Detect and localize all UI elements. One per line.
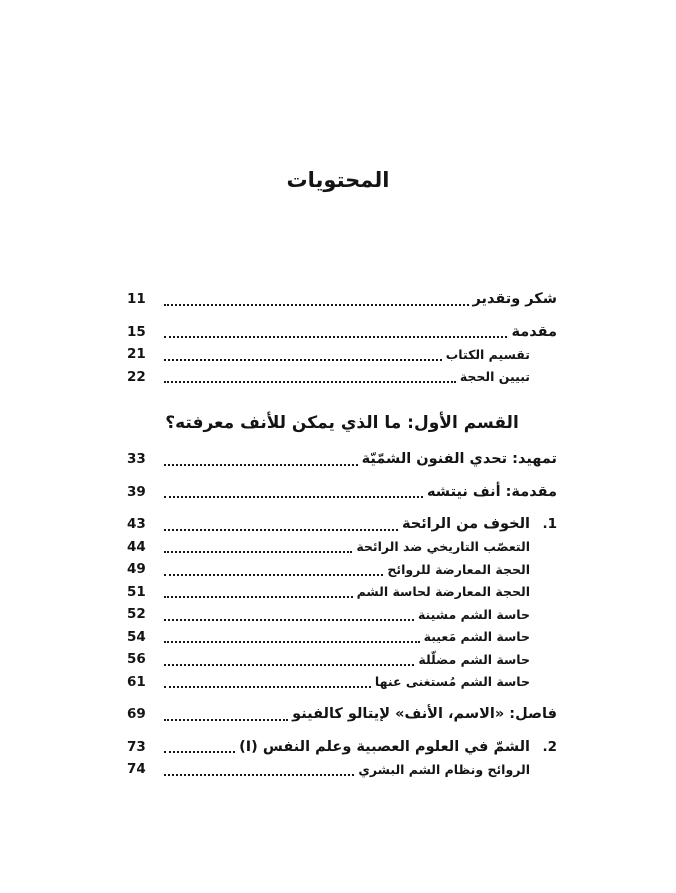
toc-entry-page-number: 11 [127, 291, 146, 308]
dot-leader [164, 321, 507, 344]
toc-entry [127, 481, 557, 504]
dot-leader [164, 481, 423, 504]
dot-leader [164, 758, 354, 781]
toc-entry-page-number: 43 [127, 516, 146, 533]
toc-entry-label: مقدمة [511, 323, 557, 340]
dot-leader [164, 703, 288, 726]
dot-leader [164, 558, 383, 581]
toc-entry-label: حاسة الشم مَعيبة [423, 629, 530, 645]
toc-entry-number: 2. [542, 738, 557, 755]
toc-entry [127, 558, 557, 581]
toc-entry-page-number: 73 [127, 738, 146, 755]
toc-entry [127, 736, 557, 759]
dot-leader [164, 536, 352, 559]
dot-leader [164, 581, 353, 604]
toc-entry-label: الروائح ونظام الشم البشري [358, 761, 530, 777]
toc-entry-label: الشمّ في العلوم العصبية وعلم النفس (I) [239, 738, 530, 755]
dot-leader [164, 736, 235, 759]
toc-entry-label: حاسة الشم مُستغنى عنها [374, 674, 530, 690]
toc-entry-page-number: 54 [127, 628, 146, 645]
dot-leader [164, 288, 469, 311]
toc-entry [127, 343, 557, 366]
toc-entry-label: تبيين الحجة [459, 369, 530, 385]
toc-entry [127, 536, 557, 559]
dot-leader [164, 626, 420, 649]
toc-entry [127, 603, 557, 626]
toc-entry-page-number: 56 [127, 651, 146, 668]
toc-entry-label: شكر وتقدير [472, 291, 557, 308]
dot-leader [164, 366, 456, 389]
toc-entry-page-number: 15 [127, 323, 146, 340]
dot-leader [164, 603, 414, 626]
toc-entry [127, 648, 557, 671]
toc-entry-label: حاسة الشم مشينة [417, 606, 530, 622]
toc-entry-number: 1. [542, 516, 557, 533]
toc-entry [127, 671, 557, 694]
toc-entry-label: تقسيم الكتاب [445, 346, 530, 362]
section-heading: القسم الأول: ما الذي يمكن للأنف معرفته؟ [165, 413, 519, 433]
dot-leader [164, 343, 442, 366]
toc-entry-page-number: 49 [127, 561, 146, 578]
toc-entry-page-number: 33 [127, 451, 146, 468]
toc-entry [127, 513, 557, 536]
toc-entry-page-number: 21 [127, 346, 146, 363]
dot-leader [164, 671, 371, 694]
toc-entry-label: حاسة الشم مضلّلة [418, 651, 530, 667]
toc-entry-label: التعصّب التاريخي ضد الرائحة [356, 539, 530, 555]
toc-entry [127, 581, 557, 604]
toc-list [127, 288, 557, 781]
toc-entry-page-number: 51 [127, 583, 146, 600]
dot-leader [164, 448, 358, 471]
toc-entry-page-number: 69 [127, 706, 146, 723]
toc-entry [127, 321, 557, 344]
toc-entry-page-number: 44 [127, 538, 146, 555]
toc-entry [127, 626, 557, 649]
toc-entry [127, 758, 557, 781]
toc-entry [127, 703, 557, 726]
dot-leader [164, 513, 398, 536]
toc-entry-page-number: 22 [127, 368, 146, 385]
toc-entry-label: فاصل: «الاسم، الأنف» لإيتالو كالفينو [292, 706, 557, 723]
toc-entry-label: الحجة المعارضة لحاسة الشم [356, 584, 530, 600]
toc-entry-page-number: 74 [127, 761, 146, 778]
toc-entry-label: الخوف من الرائحة [401, 516, 530, 533]
toc-entry [127, 288, 557, 311]
toc-entry [127, 448, 557, 471]
dot-leader [164, 648, 414, 671]
toc-entry [127, 366, 557, 389]
toc-entry-page-number: 61 [127, 673, 146, 690]
toc-entry-page-number: 52 [127, 606, 146, 623]
toc-entry-label: مقدمة: أنف نيتشه [427, 483, 557, 500]
toc-entry-label: الحجة المعارضة للروائح [387, 561, 530, 577]
page-title: المحتويات [286, 168, 390, 192]
toc-entry-page-number: 39 [127, 483, 146, 500]
toc-entry-label: تمهيد: تحدي الفنون الشمّيّة [361, 451, 557, 468]
